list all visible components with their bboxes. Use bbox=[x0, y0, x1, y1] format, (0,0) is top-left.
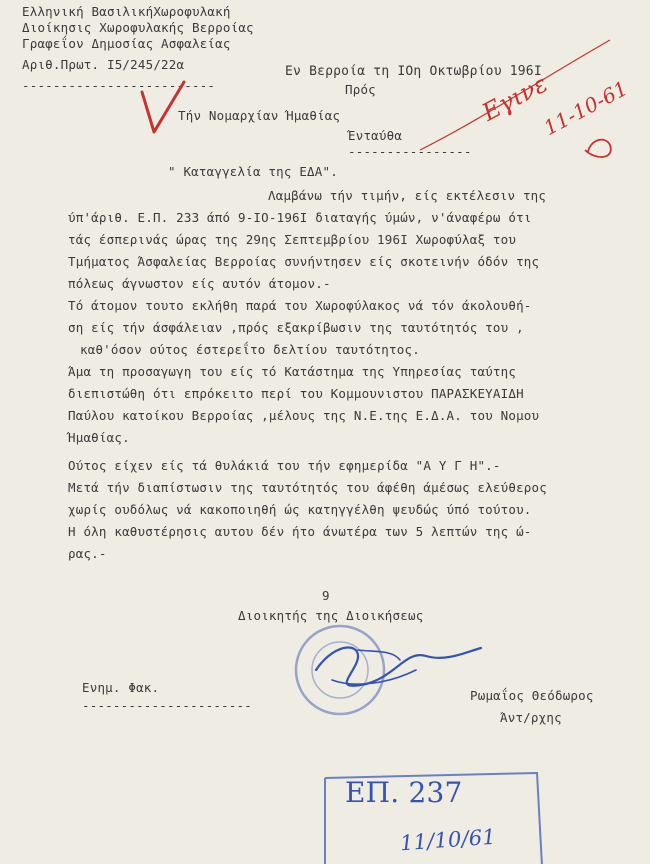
body-line-7: ση είς τήν άσφάλειαν ,πρός εξακρίβωσιν της ταυτότητός του , bbox=[68, 320, 524, 335]
body-line-14: Μετά τήν διαπίστωσιν της ταυτότητός του άφέθη άμέσως ελεύθερος bbox=[68, 480, 547, 495]
body-line-4: Τμήματος Άσφαλείας Βερροίας συνήντησεν είς σκοτεινήν όδόν της bbox=[68, 254, 540, 269]
body-line-10: διεπιστώθη ότι επρόκειτο περί του Κομμουνιστου ΠΑΡΑΣΚΕΥΑΙΔΗ bbox=[68, 386, 524, 401]
body-line-9: Άμα τη προσαγωγη του είς τό Κατάστημα της Υπηρεσίας ταύτης bbox=[68, 364, 517, 379]
body-line-15: χωρίς ουδόλως νά κακοποιηθή ώς κατηγγέλθη ψευδώς ύπό τούτου. bbox=[68, 502, 532, 517]
to-label: Πρός bbox=[345, 82, 376, 97]
place-date: Εν Βερροία τη ΙΟη Οκτωβρίου 196Ι bbox=[285, 64, 542, 79]
body-line-5: πόλεως άγνωστον είς αυτόν άτομον.- bbox=[68, 276, 331, 291]
red-checkmark bbox=[138, 82, 198, 152]
body-line-3: τάς έσπερινάς ώρας της 29ης Σεπτεμβρίου 196Ι Χωροφύλαξ του bbox=[68, 232, 517, 247]
signature-mark: 9 bbox=[322, 588, 330, 603]
subject: " Καταγγελία της ΕΔΑ". bbox=[168, 164, 338, 179]
body-line-1: Λαμβάνω τήν τιμήν, είς εκτέλεσιν της bbox=[268, 188, 547, 203]
header-line-3: Γραφεΐον Δημοσίας Ασφαλείας bbox=[22, 36, 231, 51]
body-line-6: Τό άτομον τουτο εκλήθη παρά του Χωροφύλακος νά τόν άκολουθή- bbox=[68, 298, 532, 313]
protocol-number: Αριθ.Πρωτ. Ι5/245/22α bbox=[22, 57, 185, 72]
recipient: Τήν Νομαρχίαν Ήμαθίας bbox=[178, 108, 341, 123]
registration-date: 11/10/61 bbox=[399, 824, 497, 856]
body-line-2: ύπ'άριθ. Ε.Π. 233 άπό 9-ΙΟ-196Ι διαταγής ύμών, ν'άναφέρω ότι bbox=[68, 210, 532, 225]
body-line-16: Η όλη καθυστέρησις αυτου δέν ήτο άνωτέρα των 5 λεπτών της ώ- bbox=[68, 524, 532, 539]
registration-code: ΕΠ. 237 bbox=[345, 776, 463, 809]
signatory-title: Διοικητής της Διοικήσεως bbox=[238, 608, 424, 623]
enclosure-label: Ενημ. Φακ. bbox=[82, 680, 160, 695]
body-line-13: Ούτος είχεν είς τά θυλάκιά του τήν εφημερίδα "Α Υ Γ Η".- bbox=[68, 458, 501, 473]
handwritten-date: 11-10-61 bbox=[539, 75, 632, 141]
header-line-1: Ελληνική ΒασιλικήΧωροφυλακή bbox=[22, 4, 231, 19]
recipient-rule: ---------------- bbox=[348, 144, 472, 159]
body-line-11: Παύλου κατοίκου Βερροίας ,μέλους της Ν.Ε.της Ε.Δ.Α. του Νομου bbox=[68, 408, 540, 423]
body-line-12: Ήμαθίας. bbox=[68, 430, 130, 445]
body-line-8: καθ'όσον ούτος έστερεΐτο δελτίου ταυτότητος. bbox=[80, 342, 420, 357]
blue-signature bbox=[296, 630, 486, 700]
header-rule: ------------------------- bbox=[22, 78, 216, 93]
signatory-name: Ρωμαΐος Θεόδωρος bbox=[470, 688, 594, 703]
signatory-rank: Άντ/ρχης bbox=[500, 710, 562, 725]
handwritten-note: Εγινε bbox=[477, 69, 553, 127]
recipient-place: Ένταύθα bbox=[348, 128, 403, 143]
enclosure-rule: ---------------------- bbox=[82, 698, 252, 713]
header-line-2: Διοίκησις Χωροφυλακής Βερροίας bbox=[22, 20, 254, 35]
body-line-17: ρας.- bbox=[68, 546, 107, 561]
